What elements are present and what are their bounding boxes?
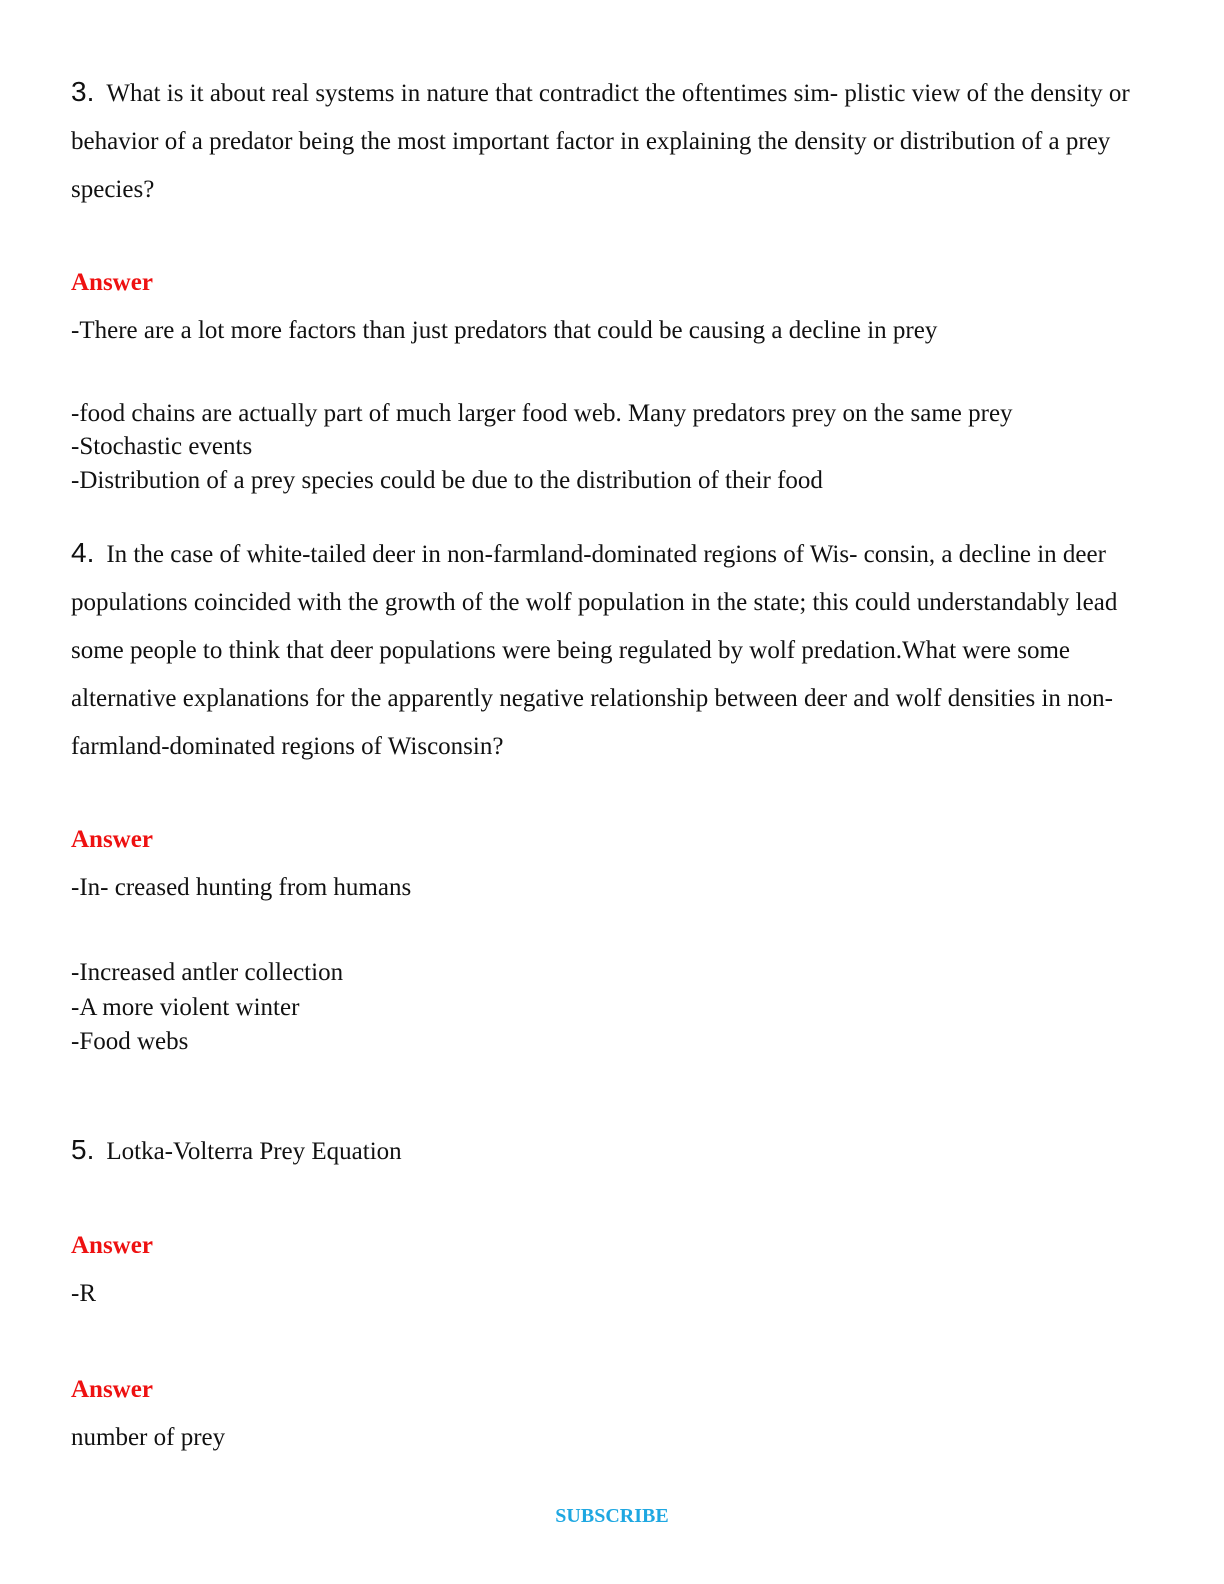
question-text: Lotka-Volterra Prey Equation bbox=[106, 1138, 402, 1165]
answer-line: -Increased antler collection bbox=[71, 959, 344, 986]
question-number: 4. bbox=[71, 537, 95, 568]
answer-label: Answer bbox=[71, 1232, 153, 1259]
question-3 bbox=[71, 68, 1131, 214]
answer-line: number of prey bbox=[71, 1424, 226, 1451]
question-4 bbox=[71, 529, 1131, 771]
question-number: 5. bbox=[71, 1134, 95, 1165]
question-number: 3. bbox=[71, 76, 95, 107]
answer-line: -In- creased hunting from humans bbox=[71, 874, 412, 901]
answer-line: -R bbox=[71, 1280, 96, 1307]
subscribe-link[interactable]: SUBSCRIBE bbox=[555, 1505, 669, 1527]
answer-label: Answer bbox=[71, 826, 153, 853]
answer-line: -There are a lot more factors than just predators that could be causing a decline in prey bbox=[71, 317, 938, 344]
answer-line: -Distribution of a prey species could be due to the distribution of their food bbox=[71, 467, 823, 494]
answer-line: -food chains are actually part of much larger food web. Many predators prey on the same prey bbox=[71, 400, 1013, 427]
answer-label: Answer bbox=[71, 1376, 153, 1403]
question-text: What is it about real systems in nature that contradict the oftentimes sim- plistic view of the density or behavior of a predator being the most important factor in explaining the density or distribution of a prey species? bbox=[71, 80, 1130, 203]
answer-label: Answer bbox=[71, 269, 153, 296]
answer-line: -Stochastic events bbox=[71, 433, 253, 460]
answer-line: -Food webs bbox=[71, 1028, 189, 1055]
answer-line: -A more violent winter bbox=[71, 994, 300, 1021]
question-5 bbox=[71, 1126, 1131, 1176]
question-text: In the case of white-tailed deer in non-farmland-dominated regions of Wis- consin, a decline in deer populations coincided with the growth of the wolf population in the state; this could understandably lead some people to think that deer populations were being regulated by wolf predation.What were some alternative explanations for the apparently negative relationship between deer and wolf densities in non-farmland-dominated regions of Wisconsin? bbox=[71, 541, 1118, 760]
